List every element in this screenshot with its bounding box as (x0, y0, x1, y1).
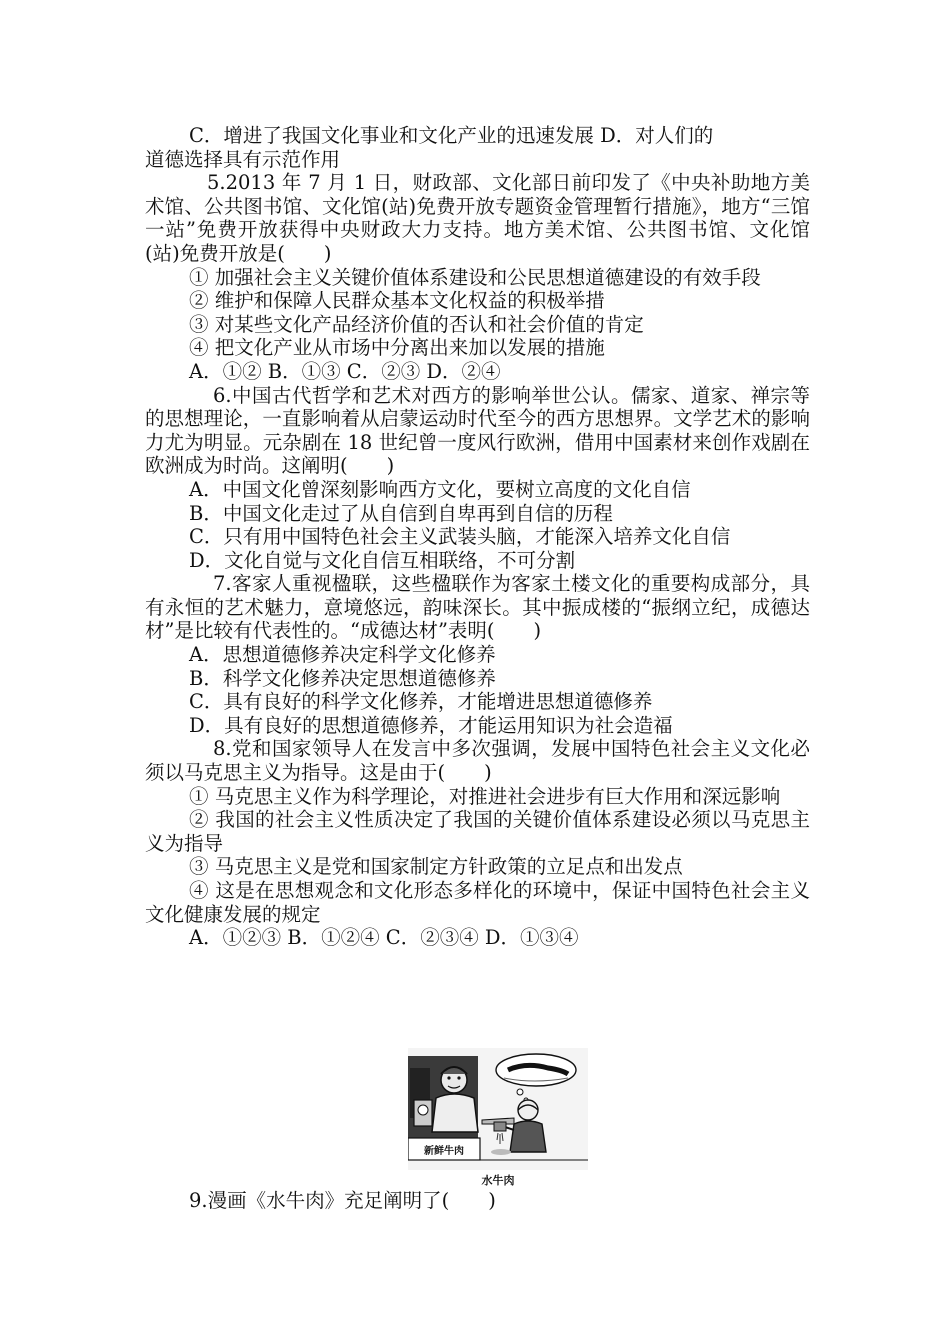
text-line: ② 我国的社会主义性质决定了我国的关键价值体系建设必须以马克思主义为指导 (145, 808, 810, 855)
text-line: C．具有良好的科学文化修养，才能增进思想道德修养 (189, 690, 653, 714)
text-line: ④ 把文化产业从市场中分离出来加以发展的措施 (189, 336, 605, 360)
text-line: ③ 马克思主义是党和国家制定方针政策的立足点和出发点 (189, 855, 683, 879)
text-line: 道德选择具有示范作用 (145, 147, 341, 171)
cartoon-caption: 水牛肉 (481, 1174, 515, 1187)
text-line: C．只有用中国特色社会主义武装头脑，才能深入培养文化自信 (189, 525, 731, 549)
text-line: 6.中国古代哲学和艺术对西方的影响举世公认。儒家、道家、禅宗等的思想理论，一直影响着从启蒙运动时代至今的西方思想界。文学艺术的影响力尤为明显。元杂剧在 18 世纪曾一度风行欧洲，借用中国素材来创作戏剧在欧洲成为时尚。这阐明( ) (145, 383, 810, 478)
text-line: ③ 对某些文化产品经济价值的否认和社会价值的肯定 (189, 312, 644, 336)
text-line: B．科学文化修养决定思想道德修养 (189, 666, 496, 690)
text-line: A．①②③ B．①②④ C．②③④ D．①③④ (189, 926, 579, 950)
document-body (145, 124, 810, 950)
text-line: A．中国文化曾深刻影响西方文化，要树立高度的文化自信 (189, 477, 691, 501)
text-line: A．①② B．①③ C．②③ D．②④ (189, 359, 501, 383)
text-line: A．思想道德修养决定科学文化修养 (189, 643, 496, 667)
text-line: 8.党和国家领导人在发言中多次强调，发展中国特色社会主义文化必须以马克思主义为指导。这是由于( ) (145, 737, 810, 785)
text-line: ② 维护和保障人民群众基本文化权益的积极举措 (189, 289, 605, 313)
text-line: C．增进了我国文化事业和文化产业的迅速发展 D．对人们的 (189, 124, 714, 147)
text-line: 5.2013 年 7 月 1 日，财政部、文化部日前印发了《中央补助地方美术馆、公共图书馆、文化馆(站)免费开放专题资金管理暂行措施》，地方“三馆一站”免费开放获得中央财政大力支持。地方美术馆、公共图书馆、文化馆(站)免费开放是( ) (145, 171, 810, 265)
text-line: B．中国文化走过了从自信到自卑再到自信的历程 (189, 501, 613, 525)
cartoon-sign-text: 新鲜牛肉 (424, 1146, 464, 1157)
cartoon-figure (408, 1048, 588, 1188)
text-line: 7.客家人重视楹联，这些楹联作为客家土楼文化的重要构成部分，具有永恒的艺术魅力，意境悠远，韵味深长。其中振成楼的“振纲立纪，成德达材”是比较有代表性的。“成德达材”表明( ) (145, 572, 810, 643)
text-line: D．具有良好的思想道德修养，才能运用知识为社会造福 (189, 713, 673, 737)
cartoon-illustration (408, 1048, 588, 1170)
text-line: ① 马克思主义作为科学理论，对推进社会进步有巨大作用和深远影响 (189, 784, 781, 808)
question-9: 9.漫画《水牛肉》充足阐明了( ) (189, 1189, 496, 1212)
text-line: ④ 这是在思想观念和文化形态多样化的环境中，保证中国特色社会主义文化健康发展的规定 (145, 879, 810, 926)
text-line: ① 加强社会主义关键价值体系建设和公民思想道德建设的有效手段 (189, 265, 761, 289)
text-line: D．文化自觉与文化自信互相联络，不可分割 (189, 548, 576, 572)
